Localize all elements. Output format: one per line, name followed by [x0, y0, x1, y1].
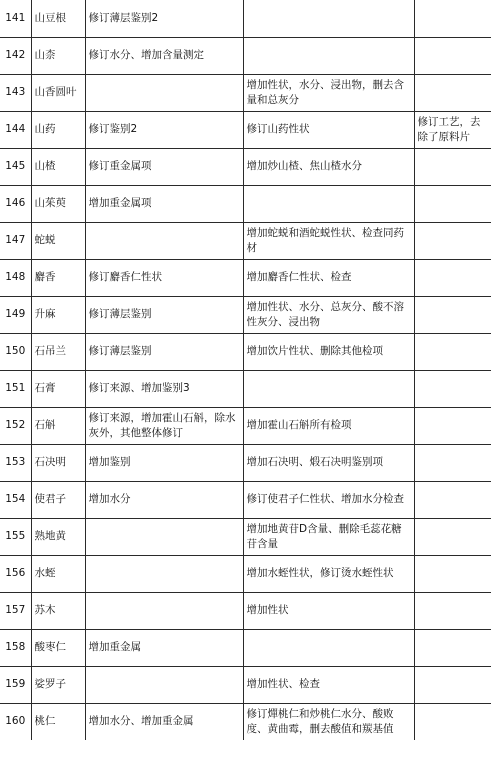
herb-name-cell: 麝香 — [31, 259, 85, 296]
table-row — [0, 296, 491, 333]
table-row — [0, 555, 491, 592]
row-number-cell: 152 — [0, 407, 31, 444]
decoction-piece-revision-cell: 修订燀桃仁和炒桃仁水分、酸败度、黄曲霉，删去酸值和羰基值 — [243, 703, 414, 740]
medicinal-material-revision-cell: 修订薄层鉴别 — [85, 333, 243, 370]
decoction-piece-revision-cell: 增加性状、水分、总灰分、酸不溶性灰分、浸出物 — [243, 296, 414, 333]
herb-name-cell: 水蛭 — [31, 555, 85, 592]
herb-name-cell: 山楂 — [31, 148, 85, 185]
table-row — [0, 518, 491, 555]
herb-name-cell: 山茱萸 — [31, 185, 85, 222]
table-row — [0, 222, 491, 259]
processing-revision-cell — [414, 222, 491, 259]
row-number-cell: 150 — [0, 333, 31, 370]
decoction-piece-revision-cell: 修订使君子仁性状、增加水分检查 — [243, 481, 414, 518]
medicinal-material-revision-cell: 修订来源，增加霍山石斛，除水灰外，其他整体修订 — [85, 407, 243, 444]
processing-revision-cell — [414, 0, 491, 37]
row-number-cell: 141 — [0, 0, 31, 37]
row-number-cell: 143 — [0, 74, 31, 111]
table-row — [0, 185, 491, 222]
decoction-piece-revision-cell: 增加性状，水分、浸出物，删去含量和总灰分 — [243, 74, 414, 111]
table-row — [0, 592, 491, 629]
herb-name-cell: 石吊兰 — [31, 333, 85, 370]
row-number-cell: 142 — [0, 37, 31, 74]
medicinal-material-revision-cell: 修订薄层鉴别 — [85, 296, 243, 333]
row-number-cell: 148 — [0, 259, 31, 296]
row-number-cell: 147 — [0, 222, 31, 259]
decoction-piece-revision-cell: 增加炒山楂、焦山楂水分 — [243, 148, 414, 185]
herb-name-cell: 山豆根 — [31, 0, 85, 37]
medicinal-material-revision-cell: 修订水分、增加含量测定 — [85, 37, 243, 74]
medicinal-material-revision-cell — [85, 592, 243, 629]
row-number-cell: 151 — [0, 370, 31, 407]
decoction-piece-revision-cell: 增加蛇蜕和酒蛇蜕性状、检查同药材 — [243, 222, 414, 259]
decoction-piece-revision-cell: 增加麝香仁性状、检查 — [243, 259, 414, 296]
processing-revision-cell — [414, 592, 491, 629]
medicinal-material-revision-cell: 增加重金属 — [85, 629, 243, 666]
herb-name-cell: 使君子 — [31, 481, 85, 518]
decoction-piece-revision-cell: 增加性状 — [243, 592, 414, 629]
herb-name-cell: 熟地黄 — [31, 518, 85, 555]
processing-revision-cell — [414, 185, 491, 222]
medicinal-material-revision-cell: 增加水分、增加重金属 — [85, 703, 243, 740]
herb-name-cell: 苏木 — [31, 592, 85, 629]
row-number-cell: 153 — [0, 444, 31, 481]
table-row — [0, 703, 491, 740]
herb-name-cell: 石斛 — [31, 407, 85, 444]
decoction-piece-revision-cell: 增加石决明、煅石决明鉴别项 — [243, 444, 414, 481]
herb-name-cell: 升麻 — [31, 296, 85, 333]
decoction-piece-revision-cell: 增加地黄苷D含量、删除毛蕊花糖苷含量 — [243, 518, 414, 555]
medicinal-material-revision-cell: 修订薄层鉴别2 — [85, 0, 243, 37]
decoction-piece-revision-cell: 增加饮片性状、删除其他检项 — [243, 333, 414, 370]
processing-revision-cell — [414, 518, 491, 555]
table-row — [0, 407, 491, 444]
herb-name-cell: 酸枣仁 — [31, 629, 85, 666]
medicinal-material-revision-cell — [85, 518, 243, 555]
table-row — [0, 0, 491, 37]
processing-revision-cell — [414, 259, 491, 296]
medicinal-material-revision-cell — [85, 555, 243, 592]
medicinal-material-revision-cell: 修订麝香仁性状 — [85, 259, 243, 296]
row-number-cell: 157 — [0, 592, 31, 629]
medicinal-material-revision-cell: 增加鉴别 — [85, 444, 243, 481]
medicinal-material-revision-cell: 修订鉴别2 — [85, 111, 243, 148]
processing-revision-cell — [414, 666, 491, 703]
table-row — [0, 444, 491, 481]
decoction-piece-revision-cell — [243, 370, 414, 407]
herb-name-cell: 山药 — [31, 111, 85, 148]
herb-name-cell: 蛇蜕 — [31, 222, 85, 259]
medicinal-material-revision-cell — [85, 222, 243, 259]
row-number-cell: 156 — [0, 555, 31, 592]
row-number-cell: 160 — [0, 703, 31, 740]
row-number-cell: 145 — [0, 148, 31, 185]
table-row — [0, 333, 491, 370]
row-number-cell: 154 — [0, 481, 31, 518]
decoction-piece-revision-cell: 增加霍山石斛所有检项 — [243, 407, 414, 444]
processing-revision-cell — [414, 74, 491, 111]
decoction-piece-revision-cell — [243, 185, 414, 222]
medicinal-material-revision-cell — [85, 74, 243, 111]
row-number-cell: 149 — [0, 296, 31, 333]
table-row — [0, 481, 491, 518]
decoction-piece-revision-cell — [243, 37, 414, 74]
medicinal-material-revision-cell: 修订来源、增加鉴别3 — [85, 370, 243, 407]
herb-name-cell: 山香圆叶 — [31, 74, 85, 111]
processing-revision-cell — [414, 703, 491, 740]
table-row — [0, 111, 491, 148]
decoction-piece-revision-cell: 修订山药性状 — [243, 111, 414, 148]
row-number-cell: 158 — [0, 629, 31, 666]
processing-revision-cell — [414, 296, 491, 333]
processing-revision-cell — [414, 444, 491, 481]
decoction-piece-revision-cell: 增加水蛭性状，修订烫水蛭性状 — [243, 555, 414, 592]
herb-name-cell: 石决明 — [31, 444, 85, 481]
processing-revision-cell — [414, 370, 491, 407]
herb-name-cell: 石膏 — [31, 370, 85, 407]
medicinal-material-revision-cell — [85, 666, 243, 703]
processing-revision-cell — [414, 148, 491, 185]
medicinal-material-revision-cell: 增加重金属项 — [85, 185, 243, 222]
processing-revision-cell — [414, 37, 491, 74]
processing-revision-cell — [414, 481, 491, 518]
table-row — [0, 370, 491, 407]
decoction-piece-revision-cell: 增加性状、检查 — [243, 666, 414, 703]
medicinal-material-revision-cell: 修订重金属项 — [85, 148, 243, 185]
table-row — [0, 74, 491, 111]
herb-name-cell: 山柰 — [31, 37, 85, 74]
table-row — [0, 666, 491, 703]
row-number-cell: 159 — [0, 666, 31, 703]
row-number-cell: 146 — [0, 185, 31, 222]
herb-name-cell: 娑罗子 — [31, 666, 85, 703]
processing-revision-cell — [414, 407, 491, 444]
decoction-piece-revision-cell — [243, 0, 414, 37]
row-number-cell: 144 — [0, 111, 31, 148]
herb-name-cell: 桃仁 — [31, 703, 85, 740]
medicinal-material-revision-cell: 增加水分 — [85, 481, 243, 518]
table-row — [0, 259, 491, 296]
table-row — [0, 629, 491, 666]
decoction-piece-revision-cell — [243, 629, 414, 666]
processing-revision-cell — [414, 555, 491, 592]
processing-revision-cell — [414, 333, 491, 370]
table-row — [0, 148, 491, 185]
row-number-cell: 155 — [0, 518, 31, 555]
processing-revision-cell — [414, 629, 491, 666]
table-row — [0, 37, 491, 74]
processing-revision-cell: 修订工艺，去除了原料片 — [414, 111, 491, 148]
